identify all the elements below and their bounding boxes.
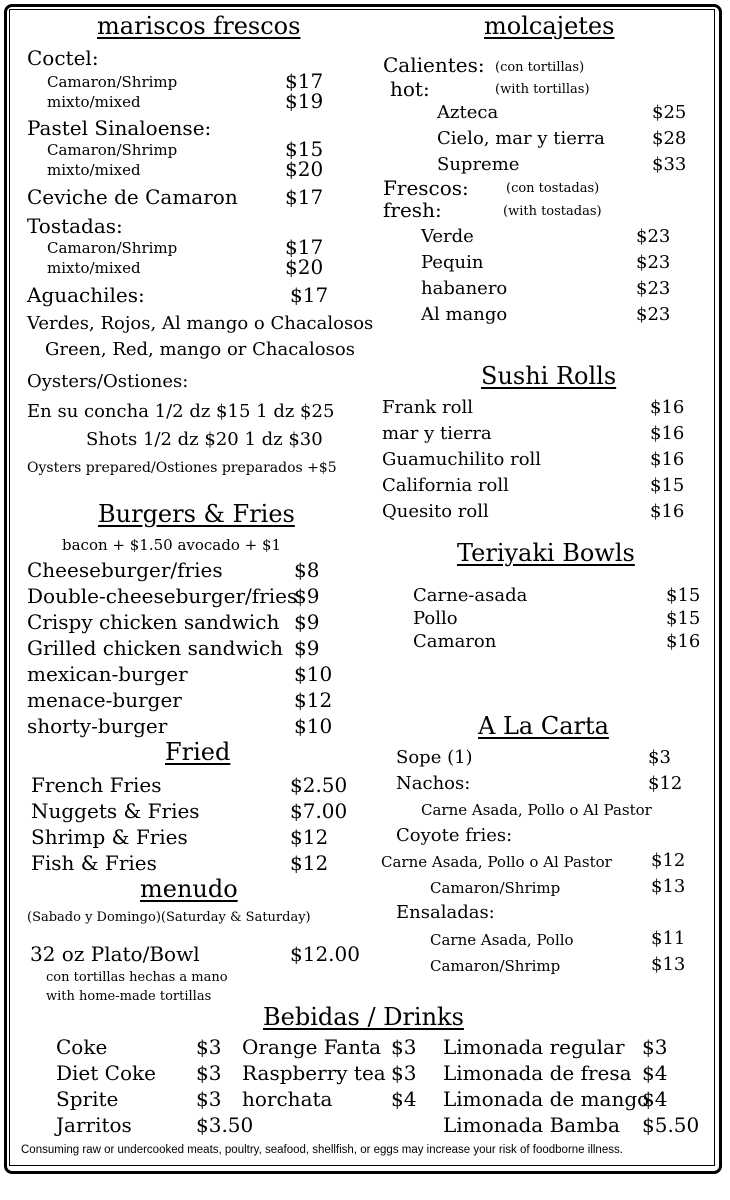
menu-item-price: $9 (294, 610, 320, 634)
menudo-plato: 32 oz Plato/Bowl (30, 942, 200, 966)
menu-item-name: Carne Asada, Pollo (430, 931, 574, 949)
menu-item-name: Shrimp & Fries (31, 825, 188, 849)
menu-item-name: Cielo, mar y tierra (437, 128, 605, 149)
menu-item-name: habanero (421, 278, 508, 299)
menu-item-price: $17 (285, 185, 324, 209)
menu-item-name: Sope (1) (396, 747, 473, 768)
ceviche-item: Ceviche de Camaron (27, 185, 238, 209)
menu-item-name: menace-burger (27, 688, 182, 712)
menu-item-name: Verde (421, 226, 474, 247)
menu-item-price: $17 (285, 69, 324, 93)
menudo-note-en: with home-made tortillas (46, 989, 212, 1004)
menu-item-name: Frank roll (382, 397, 474, 418)
carta-title: A La Carta (478, 712, 609, 740)
menu-item-price: $8 (294, 558, 320, 582)
oysters-prepared: Oysters prepared/Ostiones preparados +$5 (27, 460, 337, 476)
menu-item-price: $9 (294, 636, 320, 660)
menu-item-name: French Fries (31, 773, 162, 797)
menu-item-price: $12 (648, 773, 683, 794)
menu-item-name: Crispy chicken sandwich (27, 610, 280, 634)
menu-item-price: $12.00 (290, 942, 360, 966)
menudo-title: menudo (140, 875, 238, 903)
menu-item-price: $4 (642, 1061, 668, 1085)
menu-item-name: Cheeseburger/fries (27, 558, 223, 582)
fresh-note: (with tostadas) (503, 204, 602, 219)
fried-title: Fried (165, 738, 231, 766)
coctel-heading: Coctel: (27, 46, 99, 70)
menu-item-name: Nuggets & Fries (31, 799, 200, 823)
hot-heading: hot: (390, 77, 430, 101)
menu-item-price: $23 (636, 304, 671, 325)
menu-item-name: Limonada regular (443, 1035, 625, 1059)
menu-item-name: Limonada de mango (443, 1087, 650, 1111)
aguachiles-options-en: Green, Red, mango or Chacalosos (45, 339, 355, 360)
menu-item-price: $3.50 (196, 1113, 254, 1137)
menu-item-name: mixto/mixed (47, 259, 141, 277)
menu-item-price: $23 (636, 278, 671, 299)
menu-item-name: Nachos: (396, 773, 471, 794)
menu-item-price: $16 (650, 423, 685, 444)
menu-item-price: $16 (650, 449, 685, 470)
menu-item-name: Sprite (56, 1087, 119, 1111)
menu-item-name: Double-cheeseburger/fries (27, 584, 298, 608)
menu-item-price: $25 (652, 102, 687, 123)
menu-item-price: $4 (642, 1087, 668, 1111)
menu-item-price: $9 (294, 584, 320, 608)
menu-item-name: Limonada de fresa (443, 1061, 632, 1085)
menu-item-price: $23 (636, 252, 671, 273)
menu-item-price: $3 (391, 1061, 417, 1085)
menu-item-price: $19 (285, 89, 324, 113)
menu-item-price: $4 (391, 1087, 417, 1111)
menu-item-name: Guamuchilito roll (382, 449, 542, 470)
menu-item-price: $2.50 (290, 773, 348, 797)
menu-item-price: $15 (285, 137, 324, 161)
pastel-heading: Pastel Sinaloense: (27, 116, 212, 140)
menudo-note-es: con tortillas hechas a mano (46, 970, 228, 985)
aguachiles-heading: Aguachiles: (27, 283, 145, 307)
teriyaki-title: Teriyaki Bowls (457, 539, 635, 567)
nachos-options: Carne Asada, Pollo o Al Pastor (421, 801, 652, 819)
foodborne-illness-warning: Consuming raw or undercooked meats, poultry, seafood, shellfish, or eggs may increase your risk of foodborne illness. (21, 1144, 623, 1156)
menu-item-name: Fish & Fries (31, 851, 157, 875)
menu-item-name: shorty-burger (27, 714, 168, 738)
menu-item-price: $5.50 (642, 1113, 700, 1137)
menu-item-name: Ensaladas: (396, 902, 495, 923)
menudo-days: (Sabado y Domingo)(Saturday & Saturday) (27, 910, 311, 925)
mariscos-title: mariscos frescos (97, 12, 301, 40)
menu-item-name: horchata (242, 1087, 333, 1111)
menu-item-price: $3 (196, 1061, 222, 1085)
menu-item-name: Camaron/Shrimp (430, 879, 561, 897)
menu-item-price: $15 (666, 585, 701, 606)
menu-item-name: mexican-burger (27, 662, 188, 686)
menu-item-price: $13 (651, 954, 686, 975)
menu-item-price: $17 (290, 283, 329, 307)
sushi-title: Sushi Rolls (481, 362, 617, 390)
burger-addons: bacon + $1.50 avocado + $1 (62, 536, 282, 554)
menu-item-name: Grilled chicken sandwich (27, 636, 284, 660)
oysters-shots: Shots 1/2 dz $20 1 dz $30 (86, 429, 323, 450)
menu-item-price: $33 (652, 154, 687, 175)
oysters-heading: Oysters/Ostiones: (27, 371, 189, 392)
menu-item-name: mixto/mixed (47, 161, 141, 179)
menu-item-name: Camaron/Shrimp (430, 957, 561, 975)
tostadas-heading: Tostadas: (27, 214, 123, 238)
menu-item-name: Camaron (413, 631, 497, 652)
menu-item-name: Azteca (437, 102, 499, 123)
menu-item-name: Camaron/Shrimp (47, 141, 178, 159)
menu-item-price: $13 (651, 876, 686, 897)
menu-item-name: Carne-asada (413, 585, 528, 606)
menu-item-price: $23 (636, 226, 671, 247)
frescos-heading: Frescos: (383, 176, 469, 200)
menu-item-price: $17 (285, 235, 324, 259)
menu-item-price: $10 (294, 662, 333, 686)
menu-item-price: $3 (196, 1087, 222, 1111)
menu-item-name: Diet Coke (56, 1061, 156, 1085)
menu-item-price: $3 (196, 1035, 222, 1059)
menu-item-name: Pequin (421, 252, 484, 273)
menu-item-price: $3 (391, 1035, 417, 1059)
menu-item-name: Coke (56, 1035, 108, 1059)
menu-item-price: $20 (285, 255, 324, 279)
menu-item-price: $12 (651, 850, 686, 871)
menu-item-price: $16 (650, 397, 685, 418)
molcajetes-title: molcajetes (484, 12, 615, 40)
menu-item-price: $12 (294, 688, 333, 712)
menu-item-price: $11 (651, 928, 686, 949)
menu-item-name: Supreme (437, 154, 520, 175)
menu-item-price: $7.00 (290, 799, 348, 823)
menu-item-name: California roll (382, 475, 509, 496)
menu-item-price: $28 (652, 128, 687, 149)
menu-item-name: Raspberry tea (242, 1061, 386, 1085)
fresh-heading: fresh: (383, 198, 442, 222)
menu-item-name: Coyote fries: (396, 825, 513, 846)
menu-item-name: Camaron/Shrimp (47, 239, 178, 257)
calientes-heading: Calientes: (383, 53, 485, 77)
menu-item-name: Jarritos (56, 1113, 132, 1137)
drinks-title: Bebidas / Drinks (263, 1003, 464, 1031)
menu-item-name: mar y tierra (382, 423, 492, 444)
menu-item-price: $3 (648, 747, 671, 768)
menu-item-price: $15 (666, 608, 701, 629)
menu-item-price: $10 (294, 714, 333, 738)
menu-item-name: Quesito roll (382, 501, 489, 522)
menu-item-name: Limonada Bamba (443, 1113, 620, 1137)
menu-item-price: $12 (290, 851, 329, 875)
menu-item-name: Al mango (421, 304, 508, 325)
menu-item-price: $16 (666, 631, 701, 652)
calientes-note: (con tortillas) (495, 60, 585, 75)
menu-item-price: $12 (290, 825, 329, 849)
menu-item-name: mixto/mixed (47, 93, 141, 111)
menu-item-price: $16 (650, 501, 685, 522)
menu-item-price: $20 (285, 157, 324, 181)
coyote-options: Carne Asada, Pollo o Al Pastor (381, 853, 612, 871)
aguachiles-options-es: Verdes, Rojos, Al mango o Chacalosos (27, 313, 374, 334)
menu-item-name: Orange Fanta (242, 1035, 382, 1059)
menu-item-price: $15 (650, 475, 685, 496)
menu-item-name: Camaron/Shrimp (47, 73, 178, 91)
menu-item-name: Pollo (413, 608, 458, 629)
burgers-title: Burgers & Fries (98, 500, 295, 528)
frescos-note: (con tostadas) (506, 181, 600, 196)
menu-item-price: $3 (642, 1035, 668, 1059)
oysters-concha: En su concha 1/2 dz $15 1 dz $25 (27, 401, 335, 422)
hot-note: (with tortillas) (495, 82, 590, 97)
